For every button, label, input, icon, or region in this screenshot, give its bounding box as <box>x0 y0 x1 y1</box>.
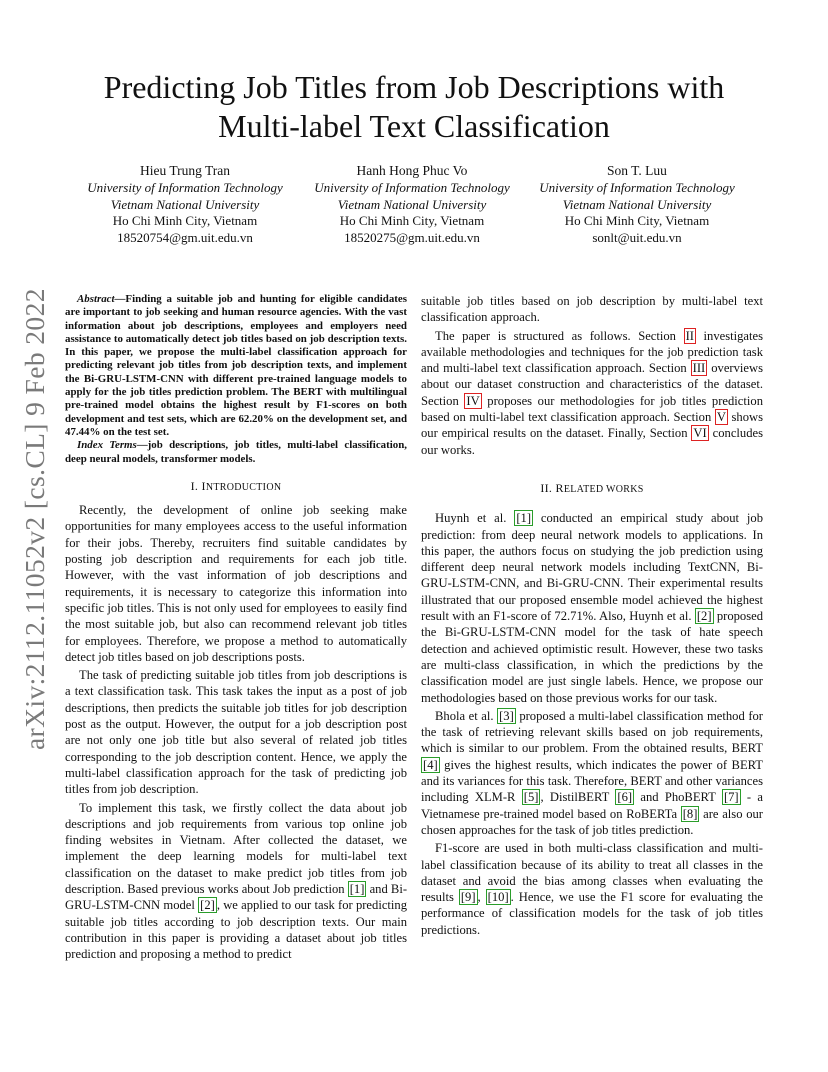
author-block-2 <box>302 163 522 247</box>
intro-paragraph-3: To implement this task, we firstly collect the data about job descriptions and job requirements from various top online job finding websites in Vietnam. After collected the dataset, we implement the deep learning models for multi-label text classification on the dataset to make predict job titles from job description. Based previous works about Job prediction [1] and Bi-GRU-LSTM-CNN model [2] , we applied to our task for predicting suitable job titles according to job description texts. Our main contribution in this paper is providing a dataset about job titles prediction and proposing a method to predict <box>65 800 408 962</box>
related-paragraph-2: Bhola et al. [3] proposed a multi-label classification method for the task of retrieving relevant skills based on job requirements, which is similar to our problem. From the obtained results, BERT [4] gives the highest results, which indicates the power of BERT and its variances for this task. Therefore, BERT and other variances including XLM-R [5] , DistilBERT [6] and PhoBERT [7] - a Vietnamese pre-trained model based on RoBERTa [8] are also our chosen approaches for the task of job titles prediction. <box>421 708 764 837</box>
section-link[interactable]: V <box>716 410 726 425</box>
section-link[interactable]: III <box>692 361 706 376</box>
index-terms-lead: Index Terms <box>77 439 137 452</box>
intro-paragraph-3-continued: suitable job titles based on job description by multi-label text classification approach. <box>421 294 763 325</box>
left-column <box>65 293 407 964</box>
author-email[interactable]: sonlt@uit.edu.vn <box>592 230 682 246</box>
title-line-1: Predicting Job Titles from Job Descriptions with <box>103 69 725 105</box>
abstract-lead: Abstract <box>77 293 115 305</box>
citation-link[interactable]: [10] <box>487 890 509 905</box>
author-affiliation: University of Information Technology <box>314 179 510 195</box>
section-heading-introduction: I. INTRODUCTION <box>190 478 282 493</box>
author-email[interactable]: 18520754@gm.uit.edu.vn <box>117 230 253 246</box>
abstract-body: —Finding a suitable job and hunting for eligible candidates are important to job seeking and human resource agencies. With the vast information about job descriptions, employees and employers need assistance to automatically detect job titles based on job description texts. In this paper, we propose the multi-label classification approach for predicting relevant job titles from job description texts, and implement the Bi-GRU-LSTM-CNN with different pre-trained language models to apply for the job titles prediction problem. The BERT with multilingual pre-trained model obtains the highest result by F1-scores on both development and test sets, which are 62.20% on the development set, and 47.44% on the test set. <box>65 293 407 438</box>
author-name: Hieu Trung Tran <box>139 163 231 178</box>
section-link[interactable]: VI <box>693 426 707 441</box>
arxiv-stamp[interactable]: arXiv:2112.11052v2 [cs.CL] 9 Feb 2022 <box>19 288 50 750</box>
author-affiliation: Vietnam National University <box>337 196 487 212</box>
citation-link[interactable]: [8] <box>682 806 698 821</box>
author-city: Ho Chi Minh City, Vietnam <box>564 213 710 229</box>
right-column <box>421 293 763 940</box>
intro-paragraph-2: The task of predicting suitable job titles from job descriptions is a text classification task. This task takes the input as a post of job descriptions, then predicts the suitable job titles for job description post as the output. However, the output for a job description post are not only one job title but also several of related job titles corresponding to the job description content. Hence, we apply the multi-label classification approach for the task of predicting job titles from job description. <box>65 668 407 797</box>
author-name: Son T. Luu <box>607 163 667 178</box>
intro-paragraph-4: The paper is structured as follows. Section II investigates available methodologies and techniques for the job prediction task and multi-label text classification approach. Section III overviews about our dataset construction and characteristics of the dataset. Section IV proposes our methodologies for job titles prediction based on multi-label text classification approach. Section V shows our empirical results on the dataset. Finally, Section VI concludes our works. <box>421 328 764 457</box>
related-paragraph-3: F1-score are used in both multi-class classification and multi-label classification because of its ability to treat all classes in the dataset and avoid the bias among classes when evaluating the results [9] , [10] . Hence, we use the F1 score for evaluating the performance of classification models for the task of job titles predictions. <box>421 841 764 937</box>
title-line-2: Multi-label Text Classification <box>218 108 610 144</box>
section-link[interactable]: IV <box>466 393 480 408</box>
author-city: Ho Chi Minh City, Vietnam <box>339 213 485 229</box>
abstract <box>65 293 407 439</box>
citation-link[interactable]: [1] <box>349 881 365 896</box>
citation-link[interactable]: [6] <box>617 790 633 805</box>
author-city: Ho Chi Minh City, Vietnam <box>112 213 258 229</box>
section-heading-related-works: II. RELATED WORKS <box>540 480 644 495</box>
author-email[interactable]: 18520275@gm.uit.edu.vn <box>344 230 480 246</box>
author-affiliation: Vietnam National University <box>110 196 260 212</box>
section-link[interactable]: II <box>685 328 694 343</box>
index-terms-body: —job descriptions, job titles, multi-label classification, deep neural models, transformer models. <box>65 439 407 465</box>
citation-link[interactable]: [2] <box>200 898 215 913</box>
related-paragraph-1: Huynh et al. [1] conducted an empirical study about job prediction: from deep neural network models to applications. In this paper, the authors focus on studying the job prediction using different deep neural network models including TextCNN, Bi-GRU-LSTM-CNN, and Bi-GRU-CNN. Their experimental results illustrated that our proposed ensemble model achieved the highest result with an F1-score of 72.71%. Also, Huynh et al. [2] proposed the Bi-GRU-LSTM-CNN model for the task of hate speech detection and achieved optimistic result. However, these two tasks are multi-class classification, in which the predictions by the classification model are just single labels. Hence, we propose our methodologies based on those previous works for our task. <box>421 511 764 705</box>
citation-link[interactable]: [1] <box>516 511 532 526</box>
citation-link[interactable]: [3] <box>499 708 514 723</box>
author-name: Hanh Hong Phuc Vo <box>356 163 468 178</box>
citation-link[interactable]: [2] <box>696 609 712 624</box>
author-affiliation: University of Information Technology <box>539 179 735 195</box>
citation-link[interactable]: [4] <box>423 757 438 772</box>
paper-title <box>60 68 768 146</box>
author-affiliation: University of Information Technology <box>87 179 283 195</box>
intro-paragraph-1: Recently, the development of online job seeking make opportunities for many employees access to the useful information for their jobs. Thereby, recruiters find suitable candidates by posting job description and requirements for each job title. However, with the vast information of job descriptions and requirements, it is necessary to categorize this information into specific job titles. This is not only used for employees to easily find the most suitable job, but also can recommend relevant job titles for employees. Therefore, we propose a method to automatically detect job titles based on job descriptions posts. <box>65 503 407 664</box>
author-block-1 <box>75 163 295 247</box>
citation-link[interactable]: [5] <box>523 790 539 805</box>
author-block-3 <box>527 163 747 247</box>
index-terms <box>65 439 407 466</box>
author-affiliation: Vietnam National University <box>562 196 712 212</box>
citation-link[interactable]: [7] <box>723 790 739 805</box>
citation-link[interactable]: [9] <box>460 890 476 905</box>
